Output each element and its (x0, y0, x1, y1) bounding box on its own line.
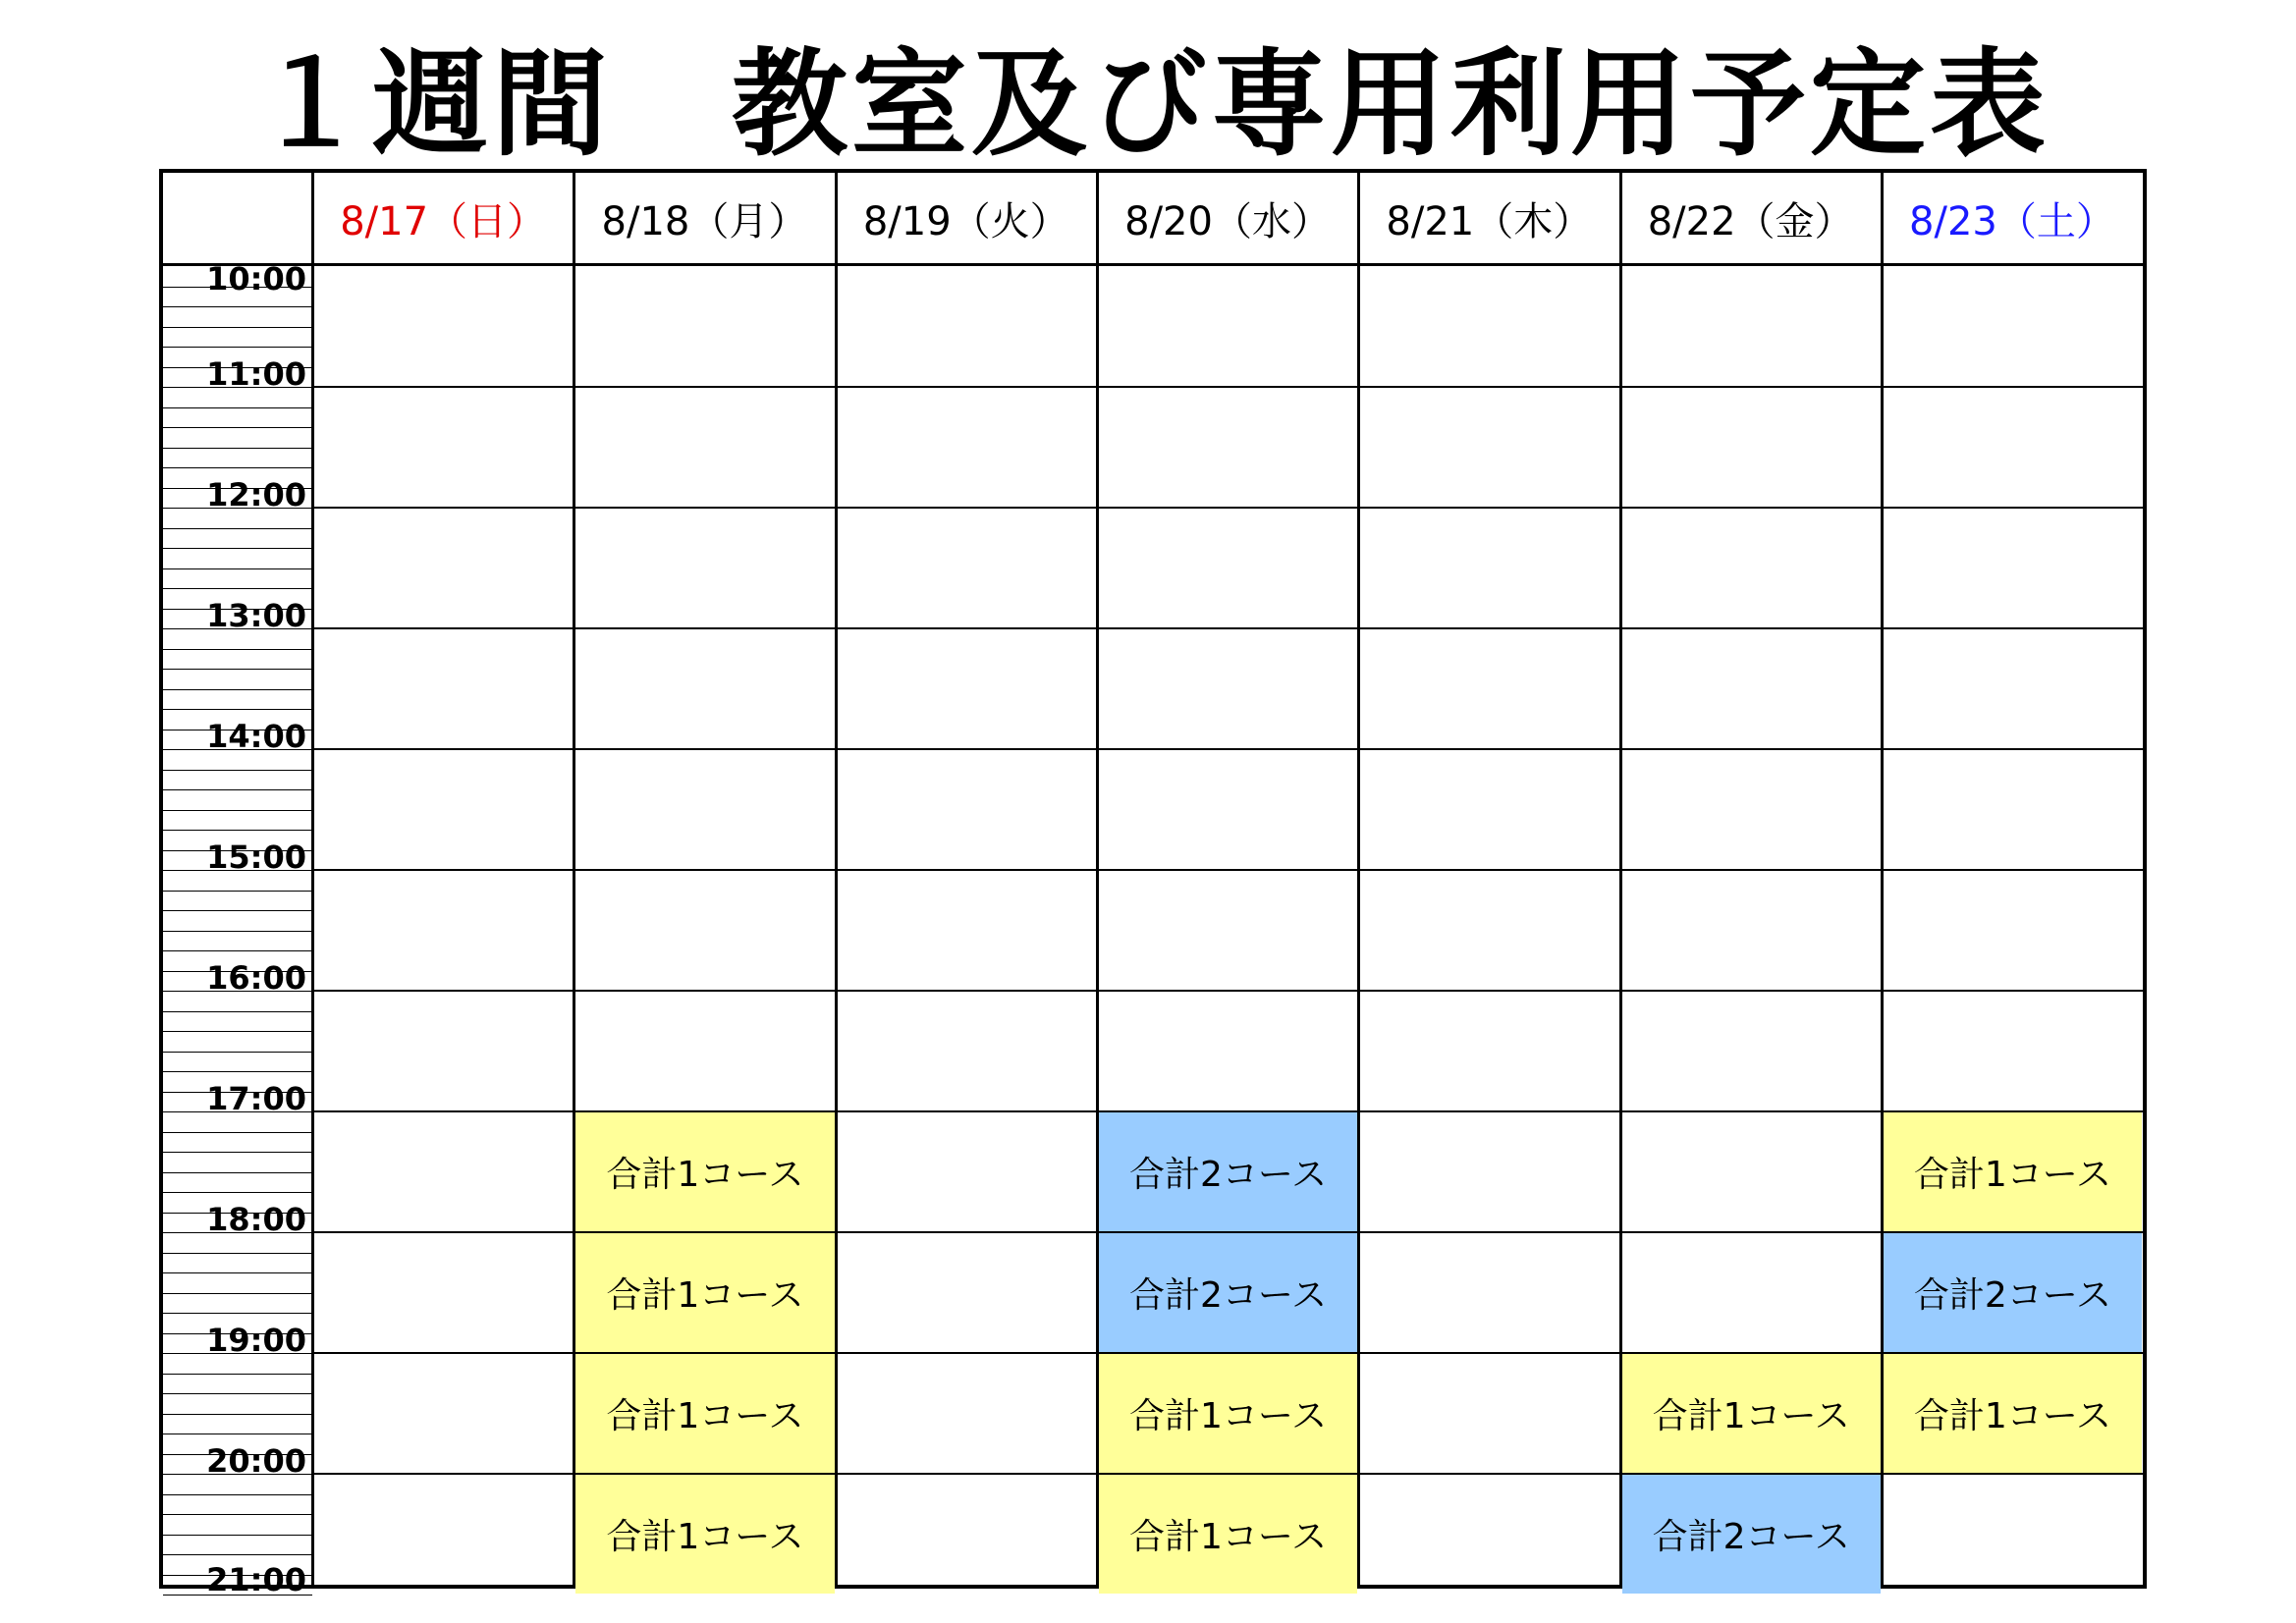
minute-tick (163, 830, 312, 831)
course-slot: 合計2コース (1099, 1233, 1357, 1352)
minute-tick (163, 1253, 312, 1254)
minute-tick (163, 1374, 312, 1375)
day-header: 8/19（火） (862, 198, 1069, 244)
minute-tick (163, 1554, 312, 1555)
day-header: 8/23（土） (1909, 198, 2115, 244)
time-label: 13:00 (206, 597, 306, 634)
hour-divider (312, 748, 2143, 750)
minute-tick (163, 1313, 312, 1314)
day-header: 8/21（木） (1386, 198, 1593, 244)
course-slot: 合計1コース (1099, 1475, 1357, 1594)
column-divider (1357, 173, 1360, 1585)
minute-tick (163, 1272, 312, 1273)
weekly-schedule-grid (159, 169, 2147, 1598)
day-header: 8/22（金） (1647, 198, 1854, 244)
course-slot: 合計1コース (1099, 1354, 1357, 1473)
day-header: 8/17（日） (340, 198, 547, 244)
time-label: 16:00 (206, 959, 306, 997)
minute-tick (163, 1393, 312, 1394)
minute-tick (163, 910, 312, 911)
minute-tick (163, 407, 312, 408)
hour-divider (312, 386, 2143, 388)
course-slot: 合計1コース (1884, 1112, 2142, 1231)
minute-tick (163, 1052, 312, 1053)
time-label: 14:00 (206, 718, 306, 755)
minute-tick (163, 1494, 312, 1495)
course-slot: 合計2コース (1099, 1112, 1357, 1231)
time-label: 18:00 (206, 1201, 306, 1238)
minute-tick (163, 1132, 312, 1133)
minute-tick (163, 1514, 312, 1515)
header-divider (163, 263, 2143, 266)
time-label: 10:00 (206, 260, 306, 298)
minute-tick (163, 689, 312, 690)
minute-tick (163, 891, 312, 892)
minute-tick (163, 1071, 312, 1072)
minute-tick (163, 1031, 312, 1032)
course-slot: 合計1コース (575, 1112, 834, 1231)
minute-tick (163, 770, 312, 771)
minute-tick (163, 669, 312, 670)
column-divider (835, 173, 838, 1585)
minute-tick (163, 810, 312, 811)
course-slot: 合計1コース (575, 1233, 834, 1352)
minute-tick (163, 568, 312, 569)
course-slot: 合計1コース (575, 1475, 834, 1594)
page-title: １週間 教室及び専用利用予定表 (251, 36, 2050, 172)
minute-tick (163, 306, 312, 307)
course-slot: 合計1コース (1622, 1354, 1881, 1473)
minute-tick (163, 347, 312, 348)
time-label: 15:00 (206, 839, 306, 876)
minute-tick (163, 789, 312, 790)
minute-tick (163, 649, 312, 650)
time-label: 20:00 (206, 1442, 306, 1480)
minute-tick (163, 427, 312, 428)
hour-divider (312, 507, 2143, 509)
minute-tick (163, 327, 312, 328)
day-header: 8/20（水） (1124, 198, 1331, 244)
corner-cell (163, 173, 312, 263)
minute-tick (163, 1192, 312, 1193)
course-slot: 合計2コース (1884, 1233, 2142, 1352)
course-slot: 合計2コース (1622, 1475, 1881, 1594)
day-header: 8/18（月） (601, 198, 808, 244)
minute-tick (163, 528, 312, 529)
hour-divider (312, 869, 2143, 871)
minute-tick (163, 1535, 312, 1536)
hour-divider (312, 990, 2143, 992)
time-label: 11:00 (206, 355, 306, 393)
minute-tick (163, 1172, 312, 1173)
minute-tick (163, 1414, 312, 1415)
minute-tick (163, 950, 312, 951)
minute-tick (163, 1011, 312, 1012)
time-label: 12:00 (206, 476, 306, 514)
time-label: 21:00 (206, 1561, 306, 1598)
minute-tick (163, 467, 312, 468)
minute-tick (163, 931, 312, 932)
time-label: 17:00 (206, 1080, 306, 1117)
time-label: 19:00 (206, 1322, 306, 1359)
course-slot: 合計1コース (575, 1354, 834, 1473)
minute-tick (163, 548, 312, 549)
minute-tick (163, 1293, 312, 1294)
minute-tick (163, 1152, 312, 1153)
course-slot: 合計1コース (1884, 1354, 2142, 1473)
hour-divider (312, 627, 2143, 629)
minute-tick (163, 709, 312, 710)
minute-tick (163, 448, 312, 449)
minute-tick (163, 588, 312, 589)
